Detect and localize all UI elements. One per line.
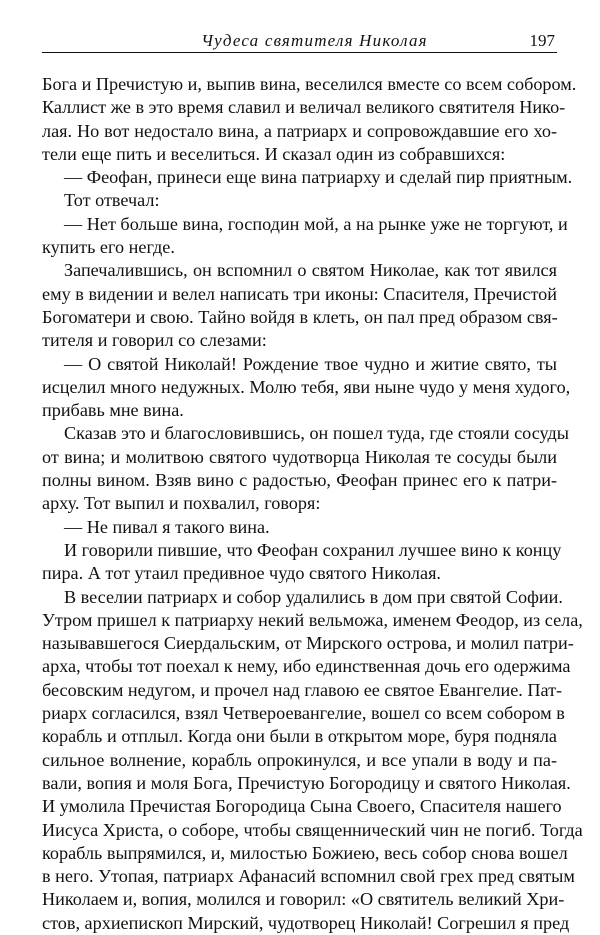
text-line: бесовским недугом, и прочел над главою ее святое Евангелие. Пат- xyxy=(42,679,563,700)
text-line: купить его негде. xyxy=(42,237,175,258)
text-line: — О святой Николай! Рождение твое чудно и житие свято, ты xyxy=(64,353,557,374)
text-line: Запечалившись, он вспомнил о святом Николае, как тот явился xyxy=(64,260,557,281)
text-line: корабль и отплыл. Когда они были в открытом море, буря подняла xyxy=(42,726,557,747)
text-line: Каллист же в это время славил и величал великого святителя Нико- xyxy=(42,97,566,118)
text-line: тителя и говорил со слезами: xyxy=(42,330,267,351)
text-line: В веселии патриарх и собор удалились в дом при святой Софии. xyxy=(64,586,563,607)
page-header xyxy=(42,30,557,53)
text-line: прибавь мне вина. xyxy=(42,400,184,421)
text-line: Утром пришел к патриарху некий вельможа, именем Феодор, из села, xyxy=(42,609,583,630)
text-line: ему в видении и велел написать три иконы: Спасителя, Пречистой xyxy=(42,283,557,304)
text-line: Богоматери и свою. Тайно войдя в клеть, он пал пред образом свя- xyxy=(42,306,558,327)
text-line: Тот отвечал: xyxy=(64,190,160,211)
text-line: исцелил много недужных. Молю тебя, яви ныне чудо у меня худого, xyxy=(42,376,571,397)
text-line: называвшегося Сиердальским, от Мирского острова, и молил патри- xyxy=(42,633,574,654)
text-line: — Нет больше вина, господин мой, а на рынке уже не торгуют, и xyxy=(64,213,568,234)
running-title: Чудеса святителя Николая xyxy=(201,31,428,50)
text-line: — Не пивал я такого вина. xyxy=(64,516,270,537)
text-line: в него. Утопая, патриарх Афанасий вспомнил свой грех пред святым xyxy=(42,866,575,887)
text-line: от вина; и молитвою святого чудотворца Николая те сосуды были xyxy=(42,446,557,467)
text-line: вали, вопия и моля Бога, Пречистую Богородицу и святого Николая. xyxy=(42,772,571,793)
text-line: полны вином. Взяв вино с радостью, Феофан принес его к патри- xyxy=(42,470,557,491)
text-line: И умолила Пречистая Богородица Сына Своего, Спасителя нашего xyxy=(42,796,562,817)
text-line: Сказав это и благословившись, он пошел туда, где стояли сосуды xyxy=(64,423,569,444)
text-line: корабль выпрямился, и, милостью Божиею, весь собор снова вошел xyxy=(42,842,568,863)
text-line: — Феофан, принеси еще вина патриарху и сделай пир приятным. xyxy=(64,167,573,188)
text-line: риарх согласился, взял Четвероевангелие, вошел со всем собором в xyxy=(42,703,565,724)
text-line: Иисуса Христа, о соборе, чтобы священнический чин не погиб. Тогда xyxy=(42,819,583,840)
text-line: арху. Тот выпил и похвалил, говоря: xyxy=(42,493,321,514)
text-line: пира. А тот утаил предивное чудо святого Николая. xyxy=(42,563,441,584)
text-line: Николаем и, вопия, молился и говорил: «О святитель великий Хри- xyxy=(42,889,565,910)
page-number: 197 xyxy=(529,31,555,50)
text-line: сильное волнение, корабль опрокинулся, и все упали в воду и па- xyxy=(42,749,557,770)
text-line: лая. Но вот недостало вина, а патриарх и сопровождавшие его хо- xyxy=(42,120,557,141)
text-line: Бога и Пречистую и, выпив вина, веселился вместе со всем собором. xyxy=(42,74,577,94)
text-line: тели еще пить и веселиться. И сказал один из собравшихся: xyxy=(42,143,506,164)
text-line: арха, чтобы тот поехал к нему, ибо единственная дочь его одержима xyxy=(42,656,571,677)
text-line: И говорили пившие, что Феофан сохранил лучшее вино к концу xyxy=(64,539,562,560)
body-text xyxy=(42,73,583,935)
text-line: стов, архиепископ Мирский, чудотворец Николай! Согрешил я пред xyxy=(42,912,570,933)
